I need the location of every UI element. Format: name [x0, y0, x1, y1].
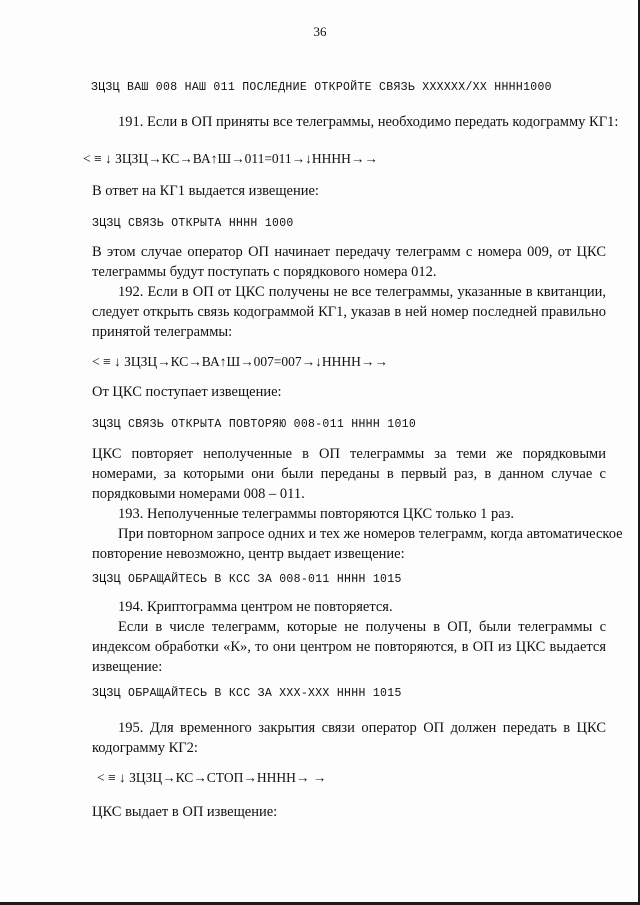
paragraph-text: От ЦКС поступает извещение: [92, 384, 282, 400]
codegram-kg2-line: < ≡ ↓ ЗЦЗЦ→КС→СТОП→НННН→ → [97, 770, 327, 785]
paragraph-text: Если в числе телеграмм, которые не получены в ОП, были телеграммы с [118, 619, 606, 635]
page-number: 36 [313, 24, 327, 39]
paragraph-text: индексом обработки «К», то они центром не повторяются, в ОП из ЦКС выдается [92, 639, 606, 655]
paragraph-text: ЦКС выдает в ОП извещение: [92, 804, 278, 820]
paragraph-text: телеграммы будут поступать с порядкового номера 012. [92, 264, 437, 280]
paragraph-text: принятой телеграммы: [92, 324, 233, 340]
paragraph-text: ЦКС повторяет неполученные в ОП телеграммы за теми же порядковыми [92, 446, 606, 462]
telegram-notice-line: ЗЦЗЦ ОБРАЩАЙТЕСЬ В КСС ЗА 008-011 НННН 1015 [92, 573, 402, 586]
paragraph-194: 194. Криптограмма центром не повторяется. [118, 599, 393, 615]
telegram-notice-line: ЗЦЗЦ ОБРАЩАЙТЕСЬ В КСС ЗА XXX-XXX НННН 1015 [92, 687, 402, 700]
paragraph-193: 193. Неполученные телеграммы повторяются ЦКС только 1 раз. [118, 506, 514, 522]
paragraph-text: повторение невозможно, центр выдает извещение: [92, 546, 405, 562]
telegram-notice-line: ЗЦЗЦ СВЯЗЬ ОТКРЫТА ПОВТОРЯЮ 008-011 НННН 1010 [92, 418, 417, 431]
paragraph-192: 192. Если в ОП от ЦКС получены не все телеграммы, указанные в квитанции, [118, 284, 606, 300]
paragraph-text: В этом случае оператор ОП начинает передачу телеграмм с номера 009, от ЦКС [92, 244, 606, 260]
paragraph-text: При повторном запросе одних и тех же номеров телеграмм, когда автоматическое [118, 526, 623, 542]
telegram-notice-line: ЗЦЗЦ СВЯЗЬ ОТКРЫТА НННН 1000 [92, 217, 294, 230]
paragraph-text: В ответ на КГ1 выдается извещение: [92, 183, 319, 199]
paragraph-195: 195. Для временного закрытия связи оператор ОП должен передать в ЦКС [118, 720, 606, 736]
codegram-kg1-line: < ≡ ↓ ЗЦЗЦ→КС→ВА↑Ш→007=007→↓НННН→→ [92, 354, 388, 369]
paragraph-text: номерами, за которыми они были переданы в первый раз, в данном случае с [92, 466, 606, 482]
paragraph-text: кодограмму КГ2: [92, 740, 198, 756]
telegram-notice-line: ЗЦЗЦ ВАШ 008 НАШ 011 ПОСЛЕДНИЕ ОТКРОЙТЕ СВЯЗЬ XXXXXX/XX НННН1000 [91, 81, 552, 94]
paragraph-text: извещение: [92, 659, 163, 675]
codegram-kg1-line: < ≡ ↓ ЗЦЗЦ→КС→ВА↑Ш→011=011→↓НННН→→ [83, 151, 378, 166]
paragraph-191: 191. Если в ОП приняты все телеграммы, необходимо передать кодограмму КГ1: [118, 114, 619, 130]
paragraph-text: порядковыми номерами 008 – 011. [92, 486, 305, 502]
paragraph-text: следует открыть связь кодограммой КГ1, указав в ней номер последней правильно [92, 304, 606, 320]
